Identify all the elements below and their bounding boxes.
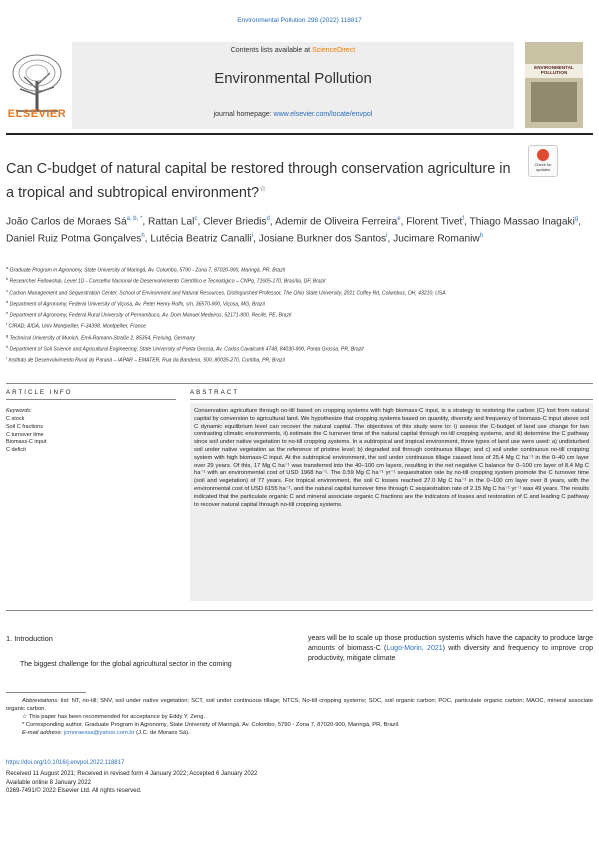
author-affiliation-mark[interactable]: i <box>251 233 254 240</box>
homepage-link[interactable]: www.elsevier.com/locate/envpol <box>273 111 373 118</box>
keyword: C turnover time <box>6 431 44 438</box>
sciencedirect-link[interactable]: ScienceDirect <box>312 47 356 54</box>
author-affiliation-mark[interactable]: c <box>194 216 198 222</box>
publication-history <box>6 770 257 796</box>
author-name[interactable]: Jucimare Romaniw <box>393 233 480 245</box>
journal-cover-image[interactable] <box>525 42 583 128</box>
keywords-list <box>6 416 46 455</box>
abstract-divider <box>6 610 593 611</box>
affiliation-item: $^a$ Graduate Program in Agronomy, State University of Maringá, Av. Colombo, 5790 - Zona 7, 87020-900, Maringá, PR, Brazil <box>6 265 286 274</box>
author-name[interactable]: Lutécia Beatriz Canalli <box>150 233 252 245</box>
author-affiliation-mark[interactable]: h <box>141 233 145 240</box>
check-updates-icon <box>537 149 549 161</box>
contents-prefix: Contents lists available at <box>230 47 313 54</box>
affiliation-divider <box>6 383 593 384</box>
author-name[interactable]: Clever Briedis <box>203 216 267 228</box>
keyword: Soil C fractions <box>6 423 43 430</box>
email-link[interactable]: jcmoraessa@yahoo.com.br <box>63 730 135 736</box>
copyright: 0269-7491/© 2022 Elsevier Ltd. All rights reserved. <box>6 788 142 795</box>
author-list: João Carlos de Moraes $Sá^{a, b, *}$, Rattan Lal$^c$, Clever Briedis$^d$, Ademir de Oliveira Ferreira$^e$, Florent Tivet$^f$, Thiago Massao Inagaki$^g$, Daniel Ruiz Potma Gonçalves$^h$, Lutécia Beatriz Canalli$^i$, Josiane Burkner dos Santos$^i$, Jucimare Romaniw$^h$ <box>6 216 582 245</box>
recommendation-footnote: ☆ This paper has been recommended for acceptance by Eddy Y. Zeng. <box>22 714 206 720</box>
author-affiliation-mark[interactable]: a, b, * <box>126 216 143 222</box>
contents-line <box>72 47 514 54</box>
author-name[interactable]: Florent Tivet <box>406 216 463 228</box>
footnote-rule <box>6 692 86 693</box>
author-affiliation-mark[interactable]: d <box>266 216 270 222</box>
keyword: Biomass-C input <box>6 439 47 446</box>
author-affiliation-mark[interactable]: f <box>462 216 465 222</box>
title-footnote-mark[interactable]: ☆ <box>259 184 267 193</box>
journal-citation: Environmental Pollution 298 (2022) 118817 <box>237 17 362 24</box>
check-updates-label: Check for updates <box>534 162 552 172</box>
affiliation-item: $^i$ Instituto de Desenvolvimento Rural do Paraná – IAPAR – EMATER, Rua da Bandeira, 500, 80035-270, Curitiba, PR, Brazil <box>6 355 285 364</box>
author-name[interactable]: Josiane Burkner dos Santos <box>258 233 387 245</box>
journal-homepage <box>72 111 514 118</box>
keyword: C stock <box>6 416 25 422</box>
affiliation-item: $^h$ Department of Soil Science and Agricultural Engineering, State University of Ponta Grossa, Av. Carlos Cavalcanti 4748, 84030-900, Ponta Grossa, PR, Brazil <box>6 343 364 353</box>
author-affiliation-mark[interactable]: h <box>479 233 484 240</box>
corresponding-author-footnote: * Corresponding author. Graduate Program in Agronomy, State University of Maringá, Av. Colombo, 5790 - Zona 7, 87020-900, Maringá, PR, Brazil. <box>22 722 400 728</box>
publisher-name: ELSEVIER <box>7 108 67 120</box>
keywords-label: Keywords: <box>6 408 32 414</box>
reference-link[interactable]: Lugo-Morin, 2021 <box>386 645 443 652</box>
affiliation-item: $^c$ Carbon Management and Sequestration Center, School of Environment and Natural Resources, Distinguished Professor, The Ohio State University, 2021 Coffey Rd, Columbus, OH, 43210, USA <box>6 287 446 297</box>
keyword: C deficit <box>6 447 26 454</box>
check-for-updates-badge[interactable] <box>528 145 558 177</box>
abbreviations-footnote: Abbreviations: list: NT, no-till; SNV, soil under native vegetation; SCT, soil under continuous tillage; NTCS, No-till cropping systems; SOC, soil organic carbon; POC, particulate organic carbon; MAOC, mineral associate organic carbon. <box>6 698 593 712</box>
section-heading-introduction: 1. Introduction <box>6 634 53 643</box>
received-dates: Received 11 August 2021; Received in revised form 4 January 2022; Accepted 6 January 2022 <box>6 771 258 777</box>
article-title-text: Can C-budget of natural capital be restored through conservation agriculture in a tropical and subtropical environment? <box>6 161 511 201</box>
header-divider <box>6 133 593 135</box>
email-footnote: E-mail address: jcmoraessa@yahoo.com.br (J.C. de Moraes Sá). <box>22 730 190 736</box>
abstract-rule <box>190 399 593 400</box>
abstract-text: Conservation agriculture through no-till based on cropping systems with high biomass-C input, is a strategy to restoring the carbon (C) lost from natural capital by conversion to agricultural land. We hypothesize that cropping systems based on quantity, diversity and frequency of biomass-C input above soil C dynamic equilibrium level can recover the natural capital. The objectives of this study were to: i) assess the C-budget of land use change for two contrasting climatic environments, ii) estimate the C turnover time of the natural capital through no-till cropping systems, and iii) determine the C pathway since soil under native vegetation to no-till cropping systems. In a subtropical and tropical environment, three types of land use were used: a) undisturbed soil under native vegetation as the reference of pristine level; b) degraded soil through continuous tillage; and c) soil under continuous no-till cropping system with high biomass-C input. At the subtropical environment, the soil under continuous tillage caused loss of 25.4 Mg C ha⁻¹ in the 0–40 cm layer over 29 years. Of this, 17 Mg C ha⁻¹ was transferred into the 40–100 cm layers, resulting in the net negative C balance for 0–100 cm layer of 8.4 Mg C ha⁻¹ with an environmental cost of USD 1968 ha⁻¹. The 0.59 Mg C ha⁻¹ yr⁻¹ sequestration rate by no-till cropping system promote the C turnover time (soil and vegetation) of 77 years. For tropical environment, the soil C losses reached 27.0 Mg C ha⁻¹ in the 0–100 cm layer over 8 years, with the environmental cost of USD 6155 ha⁻¹, and the natural capital turnover time through C sequestration rate of 2.15 Mg C ha⁻¹ yr⁻¹ was 49 years. The results indicated that the particulate organic C and mineral associate organic C fractions are the indicators of losses and restoration of C and leading C pathway to recover natural capital through no-till cropping systems. <box>194 408 589 508</box>
affiliation-item: $^b$ Researcher Fellowship, Level 1D - Conselho Nacional de Desenvolvimento Científico e Tecnológico – CNPq, 71605-170, Brasília, DF, Brazil <box>6 276 326 285</box>
homepage-prefix: journal homepage: <box>213 111 274 118</box>
available-online: Available online 8 January 2022 <box>6 779 91 786</box>
cover-title: ENVIRONMENTAL POLLUTION <box>534 65 574 75</box>
abstract-heading: ABSTRACT <box>190 389 240 396</box>
footnotes <box>6 697 593 737</box>
affiliation-item: $^g$ Technical University of Munich, Emil-Ramann-Straße 2, 85354, Freising, Germany <box>6 332 195 342</box>
affiliation-item: $^d$ Department of Agronomy, Federal University of Viçosa, Av. Peter Henry Rolfs, s/n, 36570-900, Viçosa, MG, Brazil <box>6 298 265 308</box>
author-affiliation-mark[interactable]: i <box>386 233 388 240</box>
author-name[interactable]: Rattan Lal <box>147 216 195 228</box>
author-name[interactable]: Daniel Ruiz Potma Gonçalves <box>6 233 142 245</box>
doi-link[interactable]: https://doi.org/10.1016/j.envpol.2022.118817 <box>6 760 125 766</box>
author-name[interactable]: Thiago Massao Inagaki <box>469 216 575 228</box>
article-info-heading: ARTICLE INFO <box>6 389 73 396</box>
affiliation-item: $^e$ Department of Agronomy, Federal Rural University of Pernambuco, Av. Dom Manuel Medeiros, 52171-900, Recife, PE, Brazil <box>6 310 292 319</box>
author-name[interactable]: João Carlos de Moraes Sá <box>6 216 127 228</box>
author-affiliation-mark[interactable]: e <box>397 216 401 222</box>
affiliation-item: $^f$ CIRAD, AIDA, Univ Montpellier, F-34398, Montpellier, France <box>6 321 146 331</box>
article-title <box>6 160 516 203</box>
author-name[interactable]: Ademir de Oliveira Ferreira <box>274 216 398 228</box>
author-affiliation-mark[interactable]: g <box>574 216 579 222</box>
journal-name: Environmental Pollution <box>214 70 372 87</box>
intro-left-column: The biggest challenge for the global agricultural sector in the coming <box>20 661 232 668</box>
affiliations <box>6 264 593 366</box>
intro-right-column: years will be to scale up those production systems which have the capacity to produce large amounts of biomass-C (Lugo-Morin, 2021) with diversity and frequency to improve crop productivity, mitigate climate <box>308 635 593 662</box>
article-info-rule <box>6 399 176 400</box>
